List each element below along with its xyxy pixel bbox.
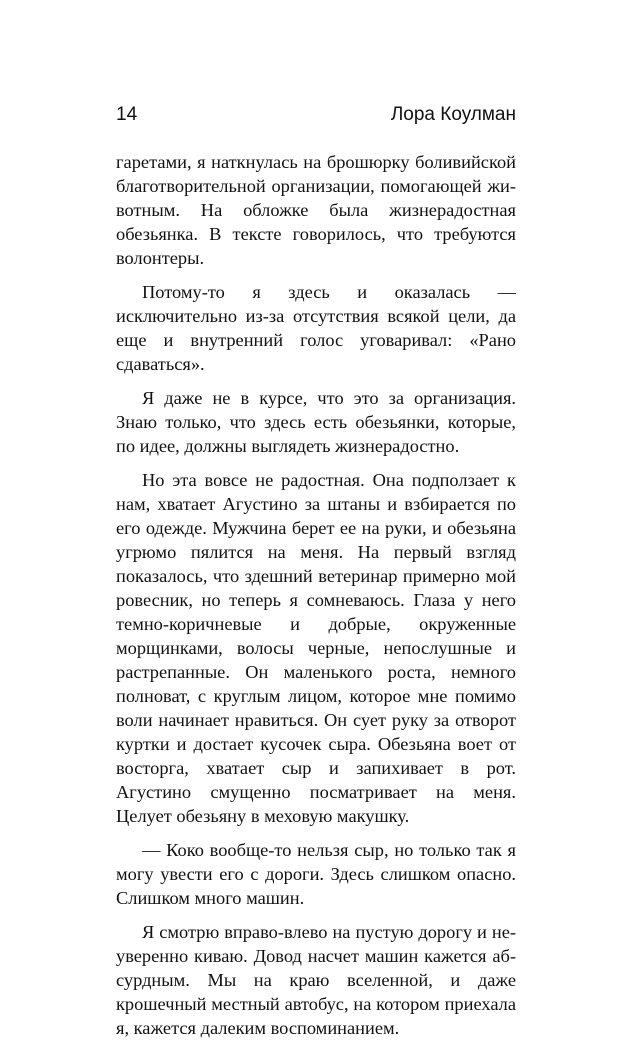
author-name: Лора Коулман [390, 104, 516, 125]
paragraph-continued: гаретами, я наткнулась на брошюрку боливийской благотворительной организации, помогающей животным. На обложке была жизнерадостная обезьянка. В тексте говорилось, что требуются волонтеры. [116, 152, 516, 268]
paragraph: Я даже не в курсе, что это за организация. Знаю только, что здесь есть обезьянки, которые, по идее, должны выглядеть жизнерадостно. [116, 388, 516, 456]
paragraph: Я смотрю вправо-влево на пустую дорогу и неуверенно киваю. Довод насчет машин кажется абсурдным. Мы на краю вселенной, и даже крошечный местный автобус, на котором приехала я, кажется далеким воспоминанием. [116, 922, 516, 1038]
dialogue-paragraph: — Коко вообще-то нельзя сыр, но только так я могу увести его с дороги. Здесь слишком опасно. Слишком много машин. [116, 840, 516, 908]
running-head [116, 100, 516, 130]
paragraph: Но эта вовсе не радостная. Она подползает к нам, хватает Агустино за штаны и взбирается по его одежде. Мужчина берет ее на руки, и обезьяна угрюмо пялится на меня. На первый взгляд показалось, что здешний ветеринар примерно мой ровесник, но теперь я сомневаюсь. Глаза у него темно-коричневые и добрые, окруженные морщинками, волосы черные, непослушные и растрепанные. Он маленького роста, немного полноват, с круглым лицом, которое мне помимо воли начинает нравиться. Он сует руку за отворот куртки и достает кусочек сыра. Обезьяна воет от восторга, хватает сыр и запихивает в рот. Агустино смущенно посматривает на меня. Целует обезьяну в меховую макушку. [116, 470, 516, 826]
page-number: 14 [116, 104, 138, 125]
body-text [116, 150, 516, 1040]
paragraph: Потому-то я здесь и оказалась — исключительно из-за отсутствия всякой цели, да еще и внутренний голос уговаривал: «Рано сдаваться». [116, 282, 516, 374]
